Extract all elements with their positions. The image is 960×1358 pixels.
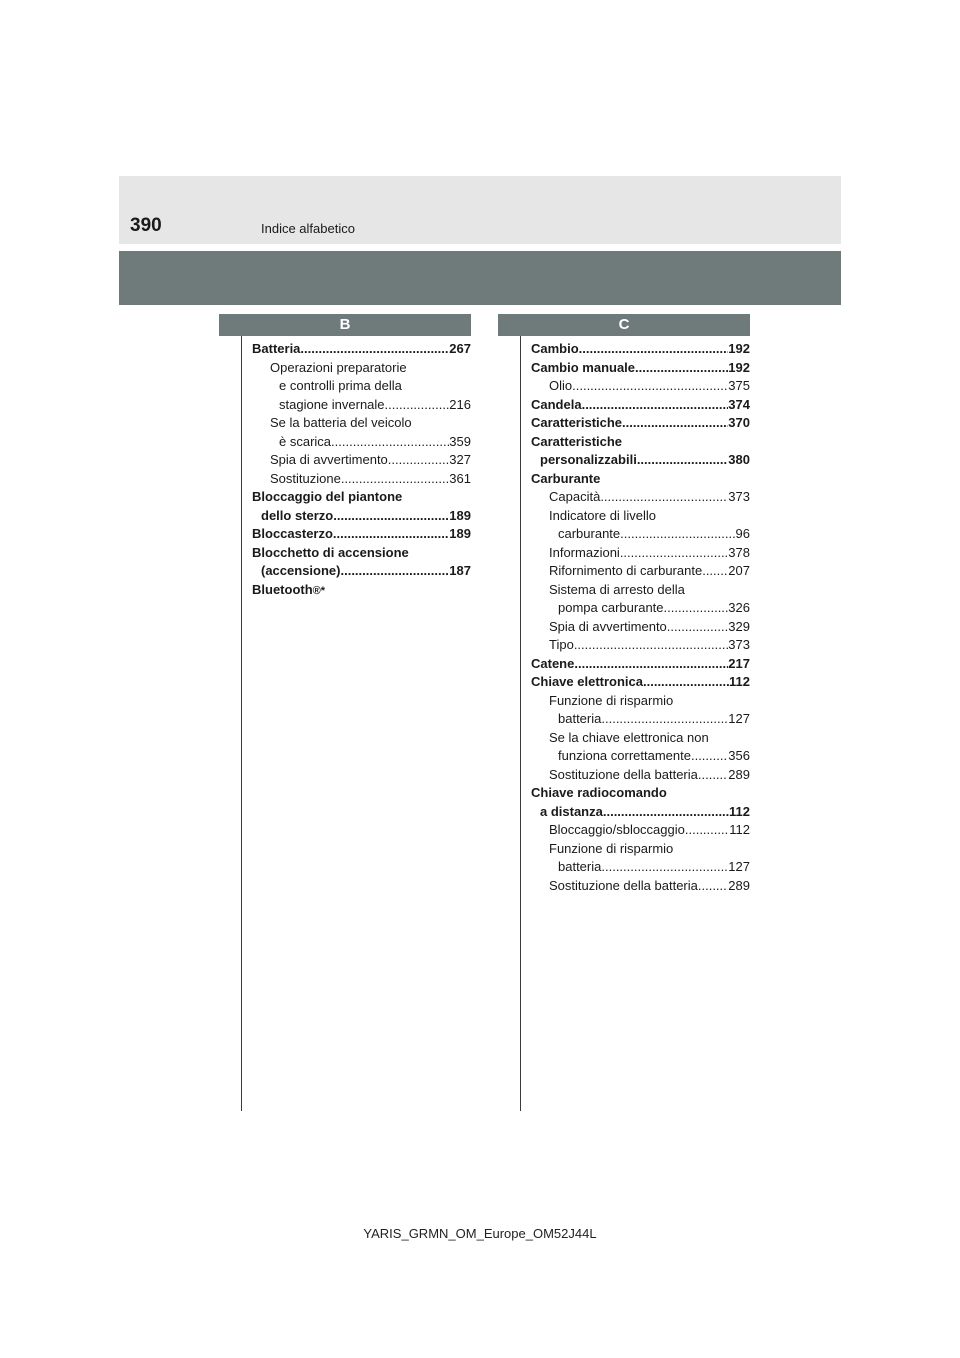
index-entry — [252, 470, 471, 489]
entry-page: 112 — [729, 674, 750, 689]
entry-page: 370 — [728, 415, 750, 430]
entry-label: Se la batteria del veicolo — [270, 415, 412, 430]
entry-page: 127 — [728, 859, 750, 874]
index-entry — [531, 803, 750, 822]
leader-dots — [333, 507, 449, 526]
entry-page: 373 — [728, 637, 750, 652]
entry-label: e controlli prima della — [279, 378, 402, 393]
entry-page: 373 — [728, 489, 750, 504]
entry-label: Bloccaggio/sbloccaggio — [549, 822, 685, 837]
index-entry — [531, 377, 750, 396]
entry-label: Indicatore di livello — [549, 507, 656, 523]
index-entry — [252, 396, 471, 415]
entry-label: Cambio manuale — [531, 359, 636, 375]
leader-dots — [582, 396, 729, 415]
entry-label: Bloccasterzo — [252, 526, 333, 541]
entry-page: 326 — [728, 600, 750, 615]
index-entry — [531, 433, 750, 452]
entry-page: 380 — [728, 452, 750, 467]
entry-label: Sostituzione della batteria — [549, 766, 698, 782]
index-column-b — [252, 340, 471, 600]
leader-dots — [574, 655, 728, 674]
index-entry — [531, 562, 750, 581]
leader-dots — [667, 618, 729, 637]
entry-label: Chiave elettronica — [531, 674, 643, 689]
entry-label: Olio — [549, 378, 573, 393]
index-entry — [531, 525, 750, 544]
entry-page: 374 — [728, 396, 750, 412]
index-entry — [531, 507, 750, 526]
entry-page: 189 — [449, 526, 471, 541]
entry-page: 189 — [449, 507, 471, 523]
entry-label: Catene — [531, 655, 575, 671]
index-entry — [531, 673, 750, 692]
index-column-c — [531, 340, 750, 895]
leader-dots — [622, 414, 728, 433]
entry-label: personalizzabili — [540, 452, 637, 467]
entry-label: a distanza — [540, 803, 603, 819]
leader-dots — [685, 821, 729, 840]
entry-page: 378 — [728, 544, 750, 560]
index-entry — [531, 581, 750, 600]
leader-dots — [331, 433, 449, 452]
page-number: 390 — [130, 215, 162, 236]
index-entry — [531, 821, 750, 840]
index-entry — [531, 488, 750, 507]
entry-page: 267 — [449, 341, 471, 356]
header-band — [119, 251, 841, 305]
leader-dots — [620, 544, 728, 563]
entry-label: Funzione di risparmio — [549, 840, 674, 856]
entry-page: 327 — [449, 452, 471, 467]
index-entry — [531, 729, 750, 748]
entry-page: 216 — [449, 396, 471, 412]
entry-label: batteria — [558, 859, 602, 874]
entry-page: 192 — [728, 359, 750, 375]
index-entry — [531, 784, 750, 803]
index-entry — [252, 581, 471, 601]
entry-page: 192 — [728, 341, 750, 356]
entry-page: 217 — [728, 655, 750, 671]
entry-label: Bluetooth — [252, 581, 313, 597]
index-entry — [531, 840, 750, 859]
registered-mark: ®* — [312, 584, 326, 597]
leader-dots — [637, 451, 728, 470]
leader-dots — [341, 470, 449, 489]
entry-label: Caratteristiche — [531, 415, 623, 430]
entry-label: (accensione) — [261, 563, 341, 578]
index-entry — [531, 340, 750, 359]
index-entry — [531, 451, 750, 470]
leader-dots — [698, 877, 728, 896]
leader-dots — [600, 488, 728, 507]
index-entry — [531, 655, 750, 674]
entry-page: 187 — [449, 563, 471, 578]
leader-dots — [601, 710, 728, 729]
entry-page: 356 — [728, 748, 750, 763]
entry-label: Informazioni — [549, 544, 620, 560]
leader-dots — [691, 747, 728, 766]
entry-page: 359 — [449, 433, 471, 449]
index-entry — [531, 618, 750, 637]
column-rule-b — [241, 336, 242, 1111]
entry-page: 329 — [728, 618, 750, 634]
entry-label: dello sterzo — [261, 507, 334, 523]
entry-page: 112 — [729, 822, 750, 837]
section-title: Indice alfabetico — [261, 221, 355, 236]
index-entry — [531, 766, 750, 785]
entry-page: 289 — [728, 877, 750, 893]
index-entry — [531, 877, 750, 896]
entry-label: Rifornimento di carburante — [549, 563, 703, 578]
leader-dots — [340, 562, 449, 581]
index-entry — [252, 451, 471, 470]
entry-label: Candela — [531, 396, 582, 412]
index-entry — [531, 636, 750, 655]
index-entry — [531, 710, 750, 729]
leader-dots — [664, 599, 729, 618]
index-entry — [531, 359, 750, 378]
letter-tab-b: B — [219, 314, 471, 336]
leader-dots — [300, 340, 449, 359]
index-entry — [252, 414, 471, 433]
index-entry — [531, 858, 750, 877]
entry-label: Spia di avvertimento — [549, 618, 667, 634]
entry-label: Operazioni preparatorie — [270, 359, 407, 375]
entry-label: Batteria — [252, 341, 301, 356]
index-entry — [252, 377, 471, 396]
entry-label: batteria — [558, 711, 602, 726]
entry-label: Sistema di arresto della — [549, 581, 685, 597]
index-entry — [531, 414, 750, 433]
entry-label: Bloccaggio del piantone — [252, 489, 403, 504]
entry-label: carburante — [558, 526, 621, 541]
entry-label: è scarica — [279, 433, 332, 449]
leader-dots — [385, 396, 450, 415]
index-entry — [252, 562, 471, 581]
entry-label: Se la chiave elettronica non — [549, 729, 709, 745]
leader-dots — [572, 377, 728, 396]
entry-page: 127 — [728, 711, 750, 726]
index-entry — [531, 599, 750, 618]
index-entry — [531, 692, 750, 711]
leader-dots — [574, 636, 728, 655]
entry-label: Sostituzione — [270, 470, 341, 486]
entry-label: Capacità — [549, 489, 601, 504]
leader-dots — [601, 858, 728, 877]
entry-page: 361 — [449, 470, 471, 486]
leader-dots — [388, 451, 450, 470]
entry-label: Spia di avvertimento — [270, 452, 388, 467]
index-entry — [252, 340, 471, 359]
entry-page: 112 — [729, 803, 750, 819]
index-entry — [252, 525, 471, 544]
document-code: YARIS_GRMN_OM_Europe_OM52J44L — [363, 1226, 597, 1241]
leader-dots — [579, 340, 729, 359]
index-entry — [531, 747, 750, 766]
entry-page: 375 — [728, 378, 750, 393]
index-entry — [252, 507, 471, 526]
leader-dots — [333, 525, 449, 544]
column-rule-c — [520, 336, 521, 1111]
index-entry — [531, 544, 750, 563]
letter-tab-c: C — [498, 314, 750, 336]
entry-label: Sostituzione della batteria — [549, 877, 698, 893]
index-entry — [252, 359, 471, 378]
entry-label: stagione invernale — [279, 396, 385, 412]
entry-label: pompa carburante — [558, 600, 664, 615]
entry-label: Cambio — [531, 341, 579, 356]
entry-page: 96 — [735, 526, 750, 541]
page-header — [119, 176, 841, 244]
index-entry — [252, 544, 471, 563]
entry-page: 289 — [728, 766, 750, 782]
entry-label: Chiave radiocomando — [531, 785, 667, 800]
entry-label: funziona correttamente — [558, 748, 691, 763]
entry-label: Funzione di risparmio — [549, 692, 674, 708]
leader-dots — [702, 562, 728, 581]
entry-label: Carburante — [531, 470, 601, 486]
leader-dots — [635, 359, 728, 378]
leader-dots — [698, 766, 728, 785]
leader-dots — [620, 525, 735, 544]
index-entry — [531, 470, 750, 489]
entry-page: 207 — [728, 563, 750, 578]
index-entry — [252, 433, 471, 452]
entry-label: Tipo — [549, 637, 574, 652]
entry-label: Caratteristiche — [531, 433, 623, 449]
entry-label: Blocchetto di accensione — [252, 544, 409, 560]
leader-dots — [643, 673, 729, 692]
index-entry — [252, 488, 471, 507]
leader-dots — [603, 803, 729, 822]
index-entry — [531, 396, 750, 415]
